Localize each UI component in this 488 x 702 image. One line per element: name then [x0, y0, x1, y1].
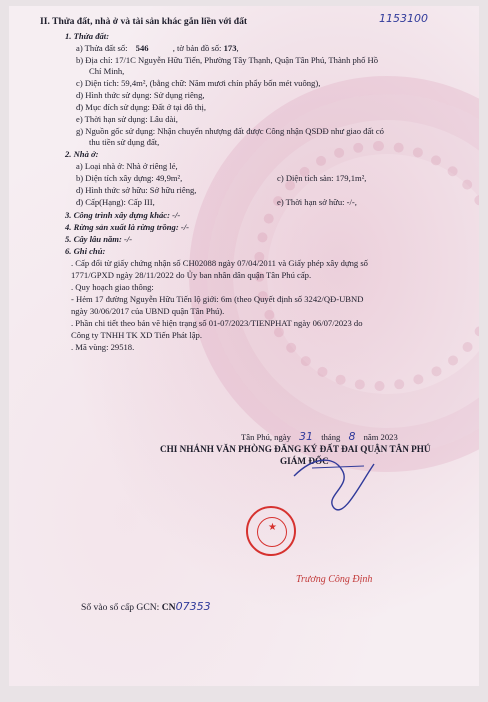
- note-2: . Quy hoạch giao thông:: [71, 282, 154, 292]
- house-heading: 2. Nhà ở:: [65, 149, 99, 159]
- house-floor-area: c) Diện tích sàn: 179,1m²,: [277, 173, 367, 183]
- note-4-line1: . Phần chi tiết theo bản vẽ hiện trạng số 01-07/2023/TIENPHAT ngày 06/07/2023 do: [71, 318, 363, 328]
- parcel-number: 546: [135, 43, 149, 53]
- land-use-form: d) Hình thức sử dụng: Sử dụng riêng,: [76, 90, 205, 100]
- note-4-line2: Công ty TNHH TK XD Tiến Phát lập.: [71, 330, 202, 340]
- land-use-purpose: đ) Mục đích sử dụng: Đất ở tại đô thị,: [76, 102, 206, 112]
- issuing-office: CHI NHÁNH VĂN PHÒNG ĐĂNG KÝ ĐẤT ĐAI QUẬN TÂN PHÚ: [160, 444, 431, 454]
- seal-star-icon: ★: [268, 522, 277, 533]
- notes-heading: 6. Ghi chú:: [65, 246, 106, 256]
- section-heading: II. Thửa đất, nhà ở và tài sản khác gắn liền với đất: [40, 16, 248, 27]
- other-constructions: 3. Công trình xây dựng khác: -/-: [65, 210, 181, 220]
- land-address-line1: b) Địa chỉ: 17/1C Nguyễn Hữu Tiến, Phường Tây Thạnh, Quận Tân Phú, Thành phố Hồ: [76, 55, 379, 65]
- house-ownership: d) Hình thức sở hữu: Sở hữu riêng,: [76, 185, 197, 195]
- land-parcel-line: a) Thửa đất số: 546 , tờ bản đồ số: 173,: [76, 43, 239, 53]
- registry-handwritten-number: 07353: [175, 600, 211, 613]
- house-build-area: b) Diện tích xây dựng: 49,9m²,: [76, 173, 183, 183]
- year-label: năm 2023: [363, 432, 398, 442]
- house-type: a) Loại nhà ở: Nhà ở riêng lẻ,: [76, 161, 178, 171]
- handwritten-number: 1153100: [379, 12, 428, 25]
- sheet-label: , tờ bản đồ số:: [172, 43, 222, 53]
- land-origin-line2: thu tiền sử dụng đất,: [89, 137, 160, 147]
- parcel-label: a) Thửa đất số:: [76, 43, 128, 53]
- house-grade: đ) Cấp(Hạng): Cấp III,: [76, 197, 155, 207]
- note-3-line1: - Hẻm 17 đường Nguyễn Hữu Tiến lộ giới: 6m (theo Quyết định số 3242/QĐ-UBND: [71, 294, 364, 304]
- note-5: . Mã vùng: 29518.: [71, 342, 135, 352]
- note-3-line2: ngày 30/06/2017 của UBND quận Tân Phú).: [71, 306, 225, 316]
- land-use-term: e) Thời hạn sử dụng: Lâu dài,: [76, 114, 178, 124]
- note-1-line2: 1771/GPXD ngày 28/11/2022 do Ủy ban nhân dân quận Tân Phú cấp.: [71, 270, 312, 280]
- sheet-number: 173: [223, 43, 237, 53]
- certificate-page: [9, 6, 479, 686]
- land-address-line2: Chí Minh,: [89, 66, 125, 76]
- registry-label: Số vào sổ cấp GCN:: [81, 602, 160, 613]
- signer-name: Trương Công Định: [296, 574, 373, 585]
- perennial-trees: 5. Cây lâu năm: -/-: [65, 234, 133, 244]
- month-label: tháng: [321, 432, 341, 442]
- planted-forest: 4. Rừng sản xuất là rừng trồng: -/-: [65, 222, 189, 232]
- house-ownership-term: e) Thời hạn sở hữu: -/-,: [277, 197, 357, 207]
- signer-title: GIÁM ĐỐC: [280, 456, 329, 466]
- land-heading: 1. Thửa đất:: [65, 31, 110, 41]
- date-month: 8: [348, 430, 356, 443]
- registry-prefix: CN: [161, 602, 176, 613]
- issue-date: [241, 432, 398, 442]
- note-1-line1: . Cấp đổi từ giấy chứng nhận số CH02088 ngày 07/04/2011 và Giấy phép xây dựng số: [71, 258, 368, 268]
- registry-number: [81, 602, 211, 613]
- land-origin-line1: g) Nguồn gốc sử dụng: Nhận chuyển nhượng đất được Công nhận QSDĐ như giao đất có: [76, 126, 384, 136]
- land-area: c) Diện tích: 59,4m², (bằng chữ: Năm mươi chín phẩy bốn mét vuông),: [76, 78, 321, 88]
- date-day: 31: [299, 430, 314, 443]
- official-seal: [246, 506, 296, 556]
- date-prefix: Tân Phú, ngày: [241, 432, 291, 442]
